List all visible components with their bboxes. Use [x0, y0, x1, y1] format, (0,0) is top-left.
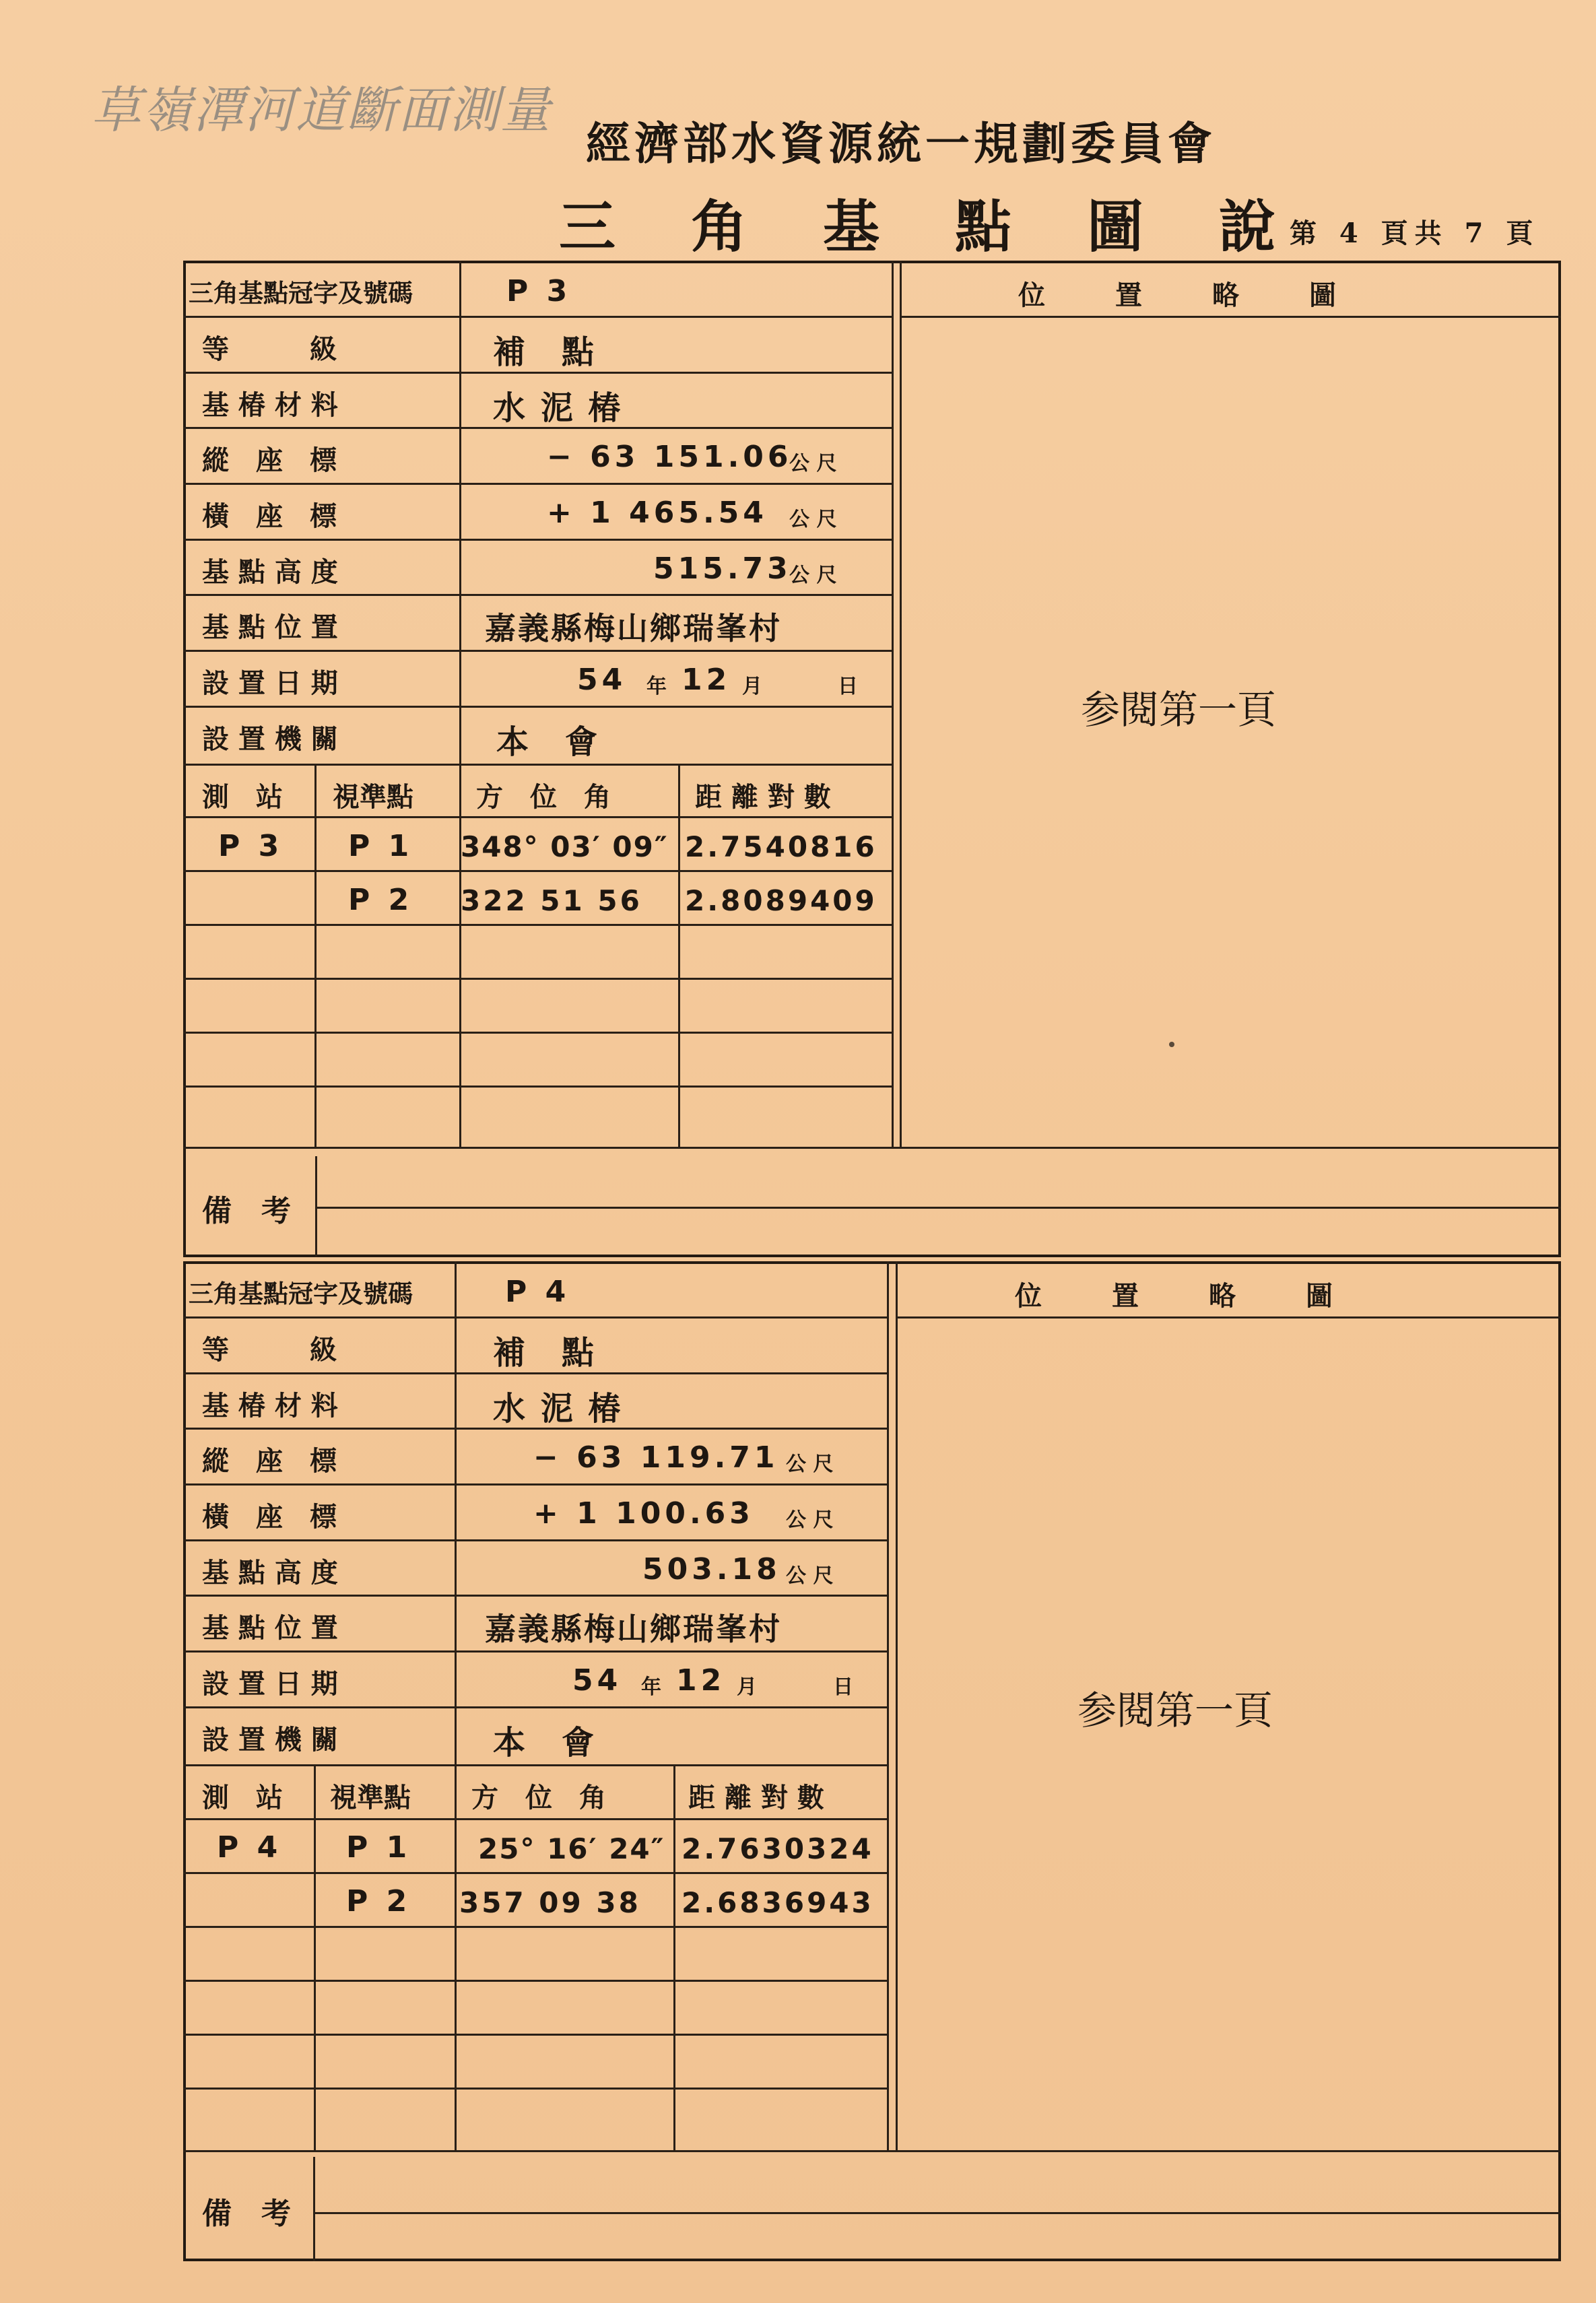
label-elevation: 基 點 高 度 — [202, 1557, 338, 1589]
label-northing: 縱 座 標 — [202, 1445, 337, 1477]
label-distance-log: 距 離 對 數 — [695, 781, 831, 813]
label-material: 基 椿 材 料 — [202, 389, 338, 421]
obs-azimuth-1: 348° 03′ 09″ — [461, 830, 669, 863]
label-grade: 等 級 — [202, 333, 337, 365]
unit-month: 月 — [742, 675, 762, 698]
survey-record-p4 — [183, 1261, 1561, 2261]
unit-northing: 公 尺 — [789, 452, 837, 475]
obs-sight-2: P 2 — [348, 883, 413, 917]
obs-distance-1: 2.7540816 — [685, 830, 877, 863]
label-material: 基 椿 材 料 — [202, 1390, 338, 1422]
label-position-sketch: 位 置 略 圖 — [1018, 279, 1341, 311]
label-remarks: 備 考 — [202, 2197, 291, 2231]
record-frame — [183, 261, 1561, 1257]
label-easting: 橫 座 標 — [202, 1501, 337, 1533]
value-northing: − 63 119.71 — [533, 1440, 779, 1475]
unit-day: 日 — [838, 675, 858, 698]
value-year: 54 — [577, 663, 627, 697]
page-indicator: 第 4 頁共 7 頁 — [1290, 218, 1540, 249]
value-point-code: P 3 — [506, 274, 572, 308]
sketch-reference: 参閱第一頁 — [1077, 1688, 1273, 1733]
value-elevation: 515.73 — [653, 552, 792, 586]
label-point-code: 三角基點冠字及號碼 — [189, 1279, 413, 1308]
label-sight-point: 視準點 — [333, 781, 413, 813]
value-easting: + 1 100.63 — [533, 1496, 754, 1531]
document-title: 三角基點圖說 — [559, 193, 1352, 260]
value-station: P 4 — [217, 1830, 282, 1865]
label-setup-agency: 設 置 機 關 — [202, 723, 338, 755]
value-location: 嘉義縣梅山鄉瑞峯村 — [485, 610, 782, 646]
survey-record-p3 — [183, 261, 1561, 1257]
value-grade: 補 點 — [493, 1334, 597, 1372]
value-month: 12 — [676, 1663, 726, 1698]
unit-elevation: 公 尺 — [786, 1564, 834, 1588]
label-setup-date: 設 置 日 期 — [202, 1668, 338, 1700]
label-station: 測 站 — [202, 781, 283, 813]
obs-distance-2: 2.8089409 — [685, 884, 877, 917]
label-easting: 橫 座 標 — [202, 500, 337, 532]
value-elevation: 503.18 — [642, 1552, 781, 1587]
label-remarks: 備 考 — [202, 1194, 291, 1228]
paper-speck — [1169, 1042, 1174, 1047]
label-elevation: 基 點 高 度 — [202, 556, 338, 588]
value-northing: − 63 151.06 — [547, 440, 793, 474]
unit-elevation: 公 尺 — [789, 564, 837, 587]
obs-distance-1: 2.7630324 — [681, 1832, 874, 1865]
obs-azimuth-1: 25° 16′ 24″ — [478, 1832, 665, 1865]
obs-sight-2: P 2 — [346, 1884, 411, 1918]
record-frame — [183, 1261, 1561, 2261]
sketch-reference: 参閱第一頁 — [1081, 687, 1277, 733]
obs-distance-2: 2.6836943 — [681, 1886, 874, 1919]
organization-title: 經濟部水資源統一規劃委員會 — [586, 117, 1216, 170]
label-sight-point: 視準點 — [330, 1782, 411, 1813]
unit-day: 日 — [833, 1675, 853, 1699]
value-grade: 補 點 — [493, 333, 597, 371]
label-location: 基 點 位 置 — [202, 1612, 338, 1644]
label-grade: 等 級 — [202, 1334, 337, 1366]
unit-easting: 公 尺 — [786, 1508, 834, 1532]
obs-azimuth-2: 357 09 38 — [459, 1886, 641, 1919]
label-northing: 縱 座 標 — [202, 444, 337, 476]
value-month: 12 — [681, 663, 731, 697]
value-material: 水 泥 椿 — [493, 1390, 623, 1428]
label-azimuth: 方 位 角 — [471, 1782, 606, 1813]
value-easting: + 1 465.54 — [547, 496, 768, 530]
label-location: 基 點 位 置 — [202, 611, 338, 643]
label-setup-agency: 設 置 機 關 — [202, 1724, 338, 1756]
unit-year: 年 — [641, 1675, 661, 1699]
label-setup-date: 設 置 日 期 — [202, 667, 338, 699]
label-position-sketch: 位 置 略 圖 — [1015, 1280, 1338, 1312]
label-station: 測 站 — [202, 1782, 283, 1813]
value-year: 54 — [572, 1663, 622, 1698]
label-azimuth: 方 位 角 — [476, 781, 611, 813]
label-distance-log: 距 離 對 數 — [688, 1782, 824, 1813]
unit-year: 年 — [646, 675, 667, 698]
value-location: 嘉義縣梅山鄉瑞峯村 — [485, 1611, 782, 1647]
value-material: 水 泥 椿 — [493, 389, 623, 427]
handwritten-note: 草嶺潭河道斷面測量 — [91, 81, 552, 139]
unit-northing: 公 尺 — [786, 1453, 834, 1476]
obs-azimuth-2: 322 51 56 — [461, 884, 642, 917]
obs-sight-1: P 1 — [348, 829, 413, 863]
value-station: P 3 — [218, 829, 284, 863]
value-agency: 本 會 — [496, 723, 600, 761]
unit-easting: 公 尺 — [789, 508, 837, 531]
unit-month: 月 — [737, 1675, 757, 1699]
value-point-code: P 4 — [505, 1275, 570, 1309]
label-point-code: 三角基點冠字及號碼 — [189, 278, 413, 308]
value-agency: 本 會 — [493, 1724, 597, 1762]
obs-sight-1: P 1 — [346, 1830, 411, 1865]
